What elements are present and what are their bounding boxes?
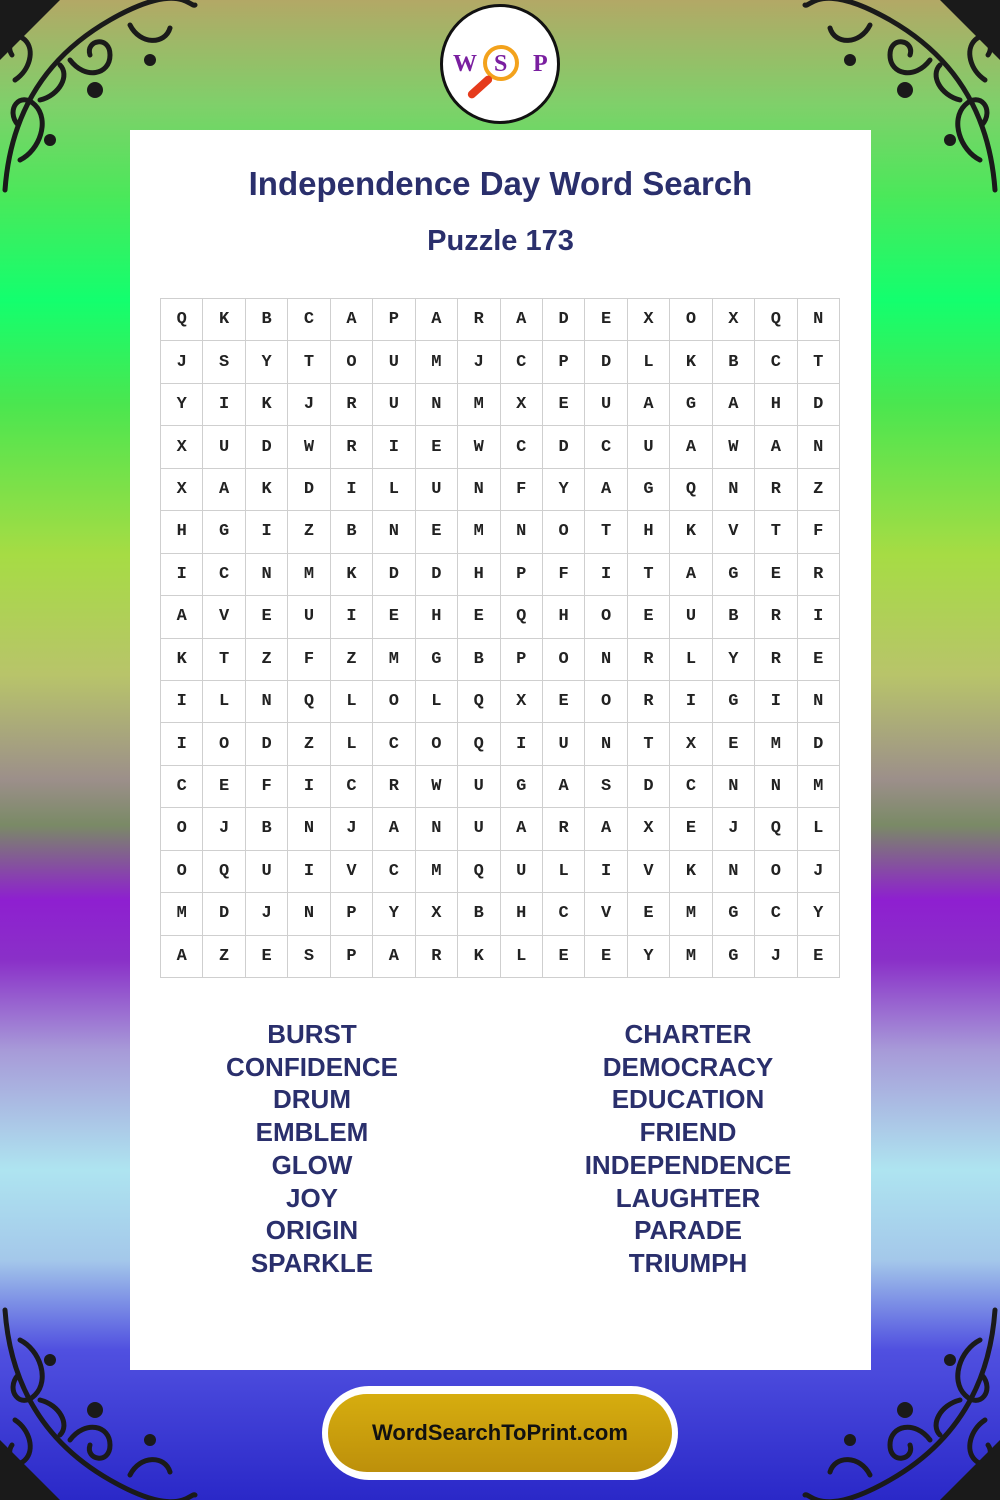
- grid-cell[interactable]: Z: [331, 639, 373, 681]
- word-list-item: INDEPENDENCE: [584, 1149, 792, 1180]
- grid-cell[interactable]: U: [246, 851, 288, 893]
- grid-cell[interactable]: P: [331, 936, 373, 978]
- grid-cell[interactable]: V: [331, 851, 373, 893]
- grid-cell[interactable]: A: [585, 469, 627, 511]
- grid-cell[interactable]: A: [501, 299, 543, 341]
- grid-cell[interactable]: L: [331, 723, 373, 765]
- grid-cell[interactable]: L: [331, 681, 373, 723]
- grid-cell[interactable]: X: [628, 808, 670, 850]
- word-list-right: [538, 1018, 838, 1280]
- word-list-left: [162, 1018, 462, 1280]
- grid-cell[interactable]: N: [585, 639, 627, 681]
- grid-cell[interactable]: R: [798, 554, 840, 596]
- grid-cell[interactable]: U: [543, 723, 585, 765]
- grid-cell[interactable]: R: [755, 639, 797, 681]
- word-list-item: SPARKLE: [250, 1247, 374, 1278]
- grid-cell[interactable]: I: [585, 851, 627, 893]
- grid-cell[interactable]: O: [755, 851, 797, 893]
- word-list-item: EDUCATION: [611, 1084, 765, 1115]
- grid-cell[interactable]: A: [161, 596, 203, 638]
- grid-cell[interactable]: N: [501, 511, 543, 553]
- grid-cell[interactable]: C: [373, 723, 415, 765]
- grid-cell[interactable]: I: [373, 426, 415, 468]
- grid-cell[interactable]: I: [755, 681, 797, 723]
- grid-cell[interactable]: U: [670, 596, 712, 638]
- puzzle-number: Puzzle 173: [427, 225, 574, 257]
- grid-cell[interactable]: D: [798, 384, 840, 426]
- grid-cell[interactable]: B: [246, 808, 288, 850]
- word-list-item: CHARTER: [624, 1019, 752, 1049]
- grid-cell[interactable]: D: [246, 723, 288, 765]
- grid-cell[interactable]: B: [246, 299, 288, 341]
- grid-cell[interactable]: A: [670, 426, 712, 468]
- grid-cell[interactable]: O: [585, 681, 627, 723]
- word-list-item: GLOW: [271, 1149, 353, 1180]
- grid-cell[interactable]: Z: [798, 469, 840, 511]
- grid-cell[interactable]: Y: [798, 893, 840, 935]
- grid-cell[interactable]: R: [628, 681, 670, 723]
- grid-cell[interactable]: I: [331, 596, 373, 638]
- grid-cell[interactable]: J: [288, 384, 330, 426]
- grid-cell[interactable]: U: [628, 426, 670, 468]
- grid-cell[interactable]: O: [161, 808, 203, 850]
- grid-cell[interactable]: M: [798, 766, 840, 808]
- grid-cell[interactable]: J: [161, 341, 203, 383]
- word-list-item: JOY: [285, 1182, 339, 1213]
- grid-cell[interactable]: I: [161, 554, 203, 596]
- grid-cell[interactable]: S: [585, 766, 627, 808]
- grid-cell[interactable]: H: [161, 511, 203, 553]
- grid-cell[interactable]: H: [755, 384, 797, 426]
- grid-cell[interactable]: E: [585, 299, 627, 341]
- grid-cell[interactable]: Q: [203, 851, 245, 893]
- grid-cell[interactable]: Y: [543, 469, 585, 511]
- logo-letter-s: S: [494, 51, 508, 77]
- grid-cell[interactable]: B: [713, 596, 755, 638]
- grid-cell[interactable]: R: [755, 469, 797, 511]
- grid-cell[interactable]: H: [501, 893, 543, 935]
- grid-cell[interactable]: U: [458, 766, 500, 808]
- grid-cell[interactable]: Z: [203, 936, 245, 978]
- grid-cell[interactable]: B: [458, 639, 500, 681]
- grid-cell[interactable]: F: [246, 766, 288, 808]
- grid-cell[interactable]: E: [798, 639, 840, 681]
- grid-cell[interactable]: N: [288, 893, 330, 935]
- grid-cell[interactable]: A: [628, 384, 670, 426]
- word-list-item: CONFIDENCE: [226, 1051, 398, 1082]
- grid-cell[interactable]: J: [331, 808, 373, 850]
- grid-cell[interactable]: W: [288, 426, 330, 468]
- grid-cell[interactable]: N: [585, 723, 627, 765]
- word-list-item: BURST: [267, 1019, 357, 1049]
- grid-cell[interactable]: R: [543, 808, 585, 850]
- grid-cell[interactable]: Q: [755, 299, 797, 341]
- grid-cell[interactable]: X: [670, 723, 712, 765]
- grid-cell[interactable]: W: [458, 426, 500, 468]
- grid-cell[interactable]: M: [670, 936, 712, 978]
- grid-cell[interactable]: O: [585, 596, 627, 638]
- grid-cell[interactable]: B: [458, 893, 500, 935]
- grid-cell[interactable]: I: [331, 469, 373, 511]
- grid-cell[interactable]: Z: [288, 511, 330, 553]
- grid-cell[interactable]: Y: [628, 936, 670, 978]
- grid-cell[interactable]: L: [203, 681, 245, 723]
- word-list-item: TRIUMPH: [628, 1247, 748, 1278]
- grid-cell[interactable]: T: [585, 511, 627, 553]
- word-list-item: FRIEND: [639, 1117, 737, 1148]
- grid-cell[interactable]: C: [755, 893, 797, 935]
- word-list-item: EMBLEM: [255, 1117, 369, 1148]
- grid-cell[interactable]: E: [543, 681, 585, 723]
- grid-cell[interactable]: E: [246, 596, 288, 638]
- grid-cell[interactable]: Y: [161, 384, 203, 426]
- grid-cell[interactable]: C: [501, 341, 543, 383]
- grid-cell[interactable]: E: [203, 766, 245, 808]
- grid-cell[interactable]: W: [416, 766, 458, 808]
- grid-cell[interactable]: X: [628, 299, 670, 341]
- grid-cell[interactable]: L: [798, 808, 840, 850]
- grid-cell[interactable]: C: [373, 851, 415, 893]
- grid-cell[interactable]: Z: [288, 723, 330, 765]
- grid-cell[interactable]: J: [755, 936, 797, 978]
- grid-cell[interactable]: C: [288, 299, 330, 341]
- grid-cell[interactable]: A: [331, 299, 373, 341]
- grid-cell[interactable]: C: [755, 341, 797, 383]
- grid-cell[interactable]: R: [331, 426, 373, 468]
- grid-cell[interactable]: E: [543, 936, 585, 978]
- grid-cell[interactable]: E: [628, 893, 670, 935]
- grid-cell[interactable]: T: [755, 511, 797, 553]
- grid-cell[interactable]: X: [501, 384, 543, 426]
- grid-cell[interactable]: D: [585, 341, 627, 383]
- grid-cell[interactable]: Q: [458, 723, 500, 765]
- grid-cell[interactable]: M: [288, 554, 330, 596]
- grid-cell[interactable]: J: [458, 341, 500, 383]
- grid-cell[interactable]: J: [713, 808, 755, 850]
- grid-cell[interactable]: I: [288, 851, 330, 893]
- wsp-logo: [440, 4, 560, 124]
- grid-cell[interactable]: G: [713, 681, 755, 723]
- grid-cell[interactable]: P: [543, 341, 585, 383]
- grid-cell[interactable]: M: [373, 639, 415, 681]
- grid-cell[interactable]: L: [670, 639, 712, 681]
- grid-cell[interactable]: Q: [458, 681, 500, 723]
- grid-cell[interactable]: Q: [755, 808, 797, 850]
- grid-cell[interactable]: U: [585, 384, 627, 426]
- grid-cell[interactable]: D: [288, 469, 330, 511]
- grid-cell[interactable]: C: [331, 766, 373, 808]
- grid-cell[interactable]: F: [288, 639, 330, 681]
- grid-cell[interactable]: O: [416, 723, 458, 765]
- grid-cell[interactable]: Y: [373, 893, 415, 935]
- grid-cell[interactable]: V: [203, 596, 245, 638]
- grid-cell[interactable]: Z: [246, 639, 288, 681]
- grid-cell[interactable]: K: [670, 341, 712, 383]
- grid-cell[interactable]: T: [628, 723, 670, 765]
- grid-cell[interactable]: T: [628, 554, 670, 596]
- grid-cell[interactable]: R: [755, 596, 797, 638]
- grid-cell[interactable]: J: [203, 808, 245, 850]
- grid-cell[interactable]: N: [713, 469, 755, 511]
- grid-cell[interactable]: N: [713, 851, 755, 893]
- grid-cell[interactable]: M: [161, 893, 203, 935]
- grid-cell[interactable]: E: [416, 426, 458, 468]
- grid-cell[interactable]: P: [373, 299, 415, 341]
- grid-cell[interactable]: C: [585, 426, 627, 468]
- grid-cell[interactable]: Q: [288, 681, 330, 723]
- grid-cell[interactable]: E: [585, 936, 627, 978]
- grid-cell[interactable]: A: [203, 469, 245, 511]
- grid-cell[interactable]: T: [288, 341, 330, 383]
- grid-cell[interactable]: U: [373, 384, 415, 426]
- grid-cell[interactable]: N: [798, 681, 840, 723]
- grid-cell[interactable]: Q: [161, 299, 203, 341]
- grid-cell[interactable]: R: [458, 299, 500, 341]
- grid-cell[interactable]: K: [203, 299, 245, 341]
- word-list-item: PARADE: [634, 1215, 742, 1246]
- grid-cell[interactable]: U: [373, 341, 415, 383]
- grid-cell[interactable]: O: [331, 341, 373, 383]
- grid-cell[interactable]: N: [458, 469, 500, 511]
- grid-cell[interactable]: K: [161, 639, 203, 681]
- grid-cell[interactable]: A: [713, 384, 755, 426]
- grid-cell[interactable]: H: [416, 596, 458, 638]
- grid-cell[interactable]: G: [416, 639, 458, 681]
- grid-cell[interactable]: E: [458, 596, 500, 638]
- grid-cell[interactable]: G: [203, 511, 245, 553]
- grid-cell[interactable]: L: [416, 681, 458, 723]
- grid-cell[interactable]: R: [416, 936, 458, 978]
- grid-cell[interactable]: C: [670, 766, 712, 808]
- grid-cell[interactable]: P: [331, 893, 373, 935]
- grid-cell[interactable]: R: [331, 384, 373, 426]
- grid-cell[interactable]: X: [501, 681, 543, 723]
- grid-cell[interactable]: G: [628, 469, 670, 511]
- grid-cell[interactable]: E: [246, 936, 288, 978]
- grid-cell[interactable]: L: [501, 936, 543, 978]
- grid-cell[interactable]: N: [713, 766, 755, 808]
- grid-cell[interactable]: O: [161, 851, 203, 893]
- site-link[interactable]: WordSearchToPrint.com: [328, 1394, 672, 1472]
- grid-cell[interactable]: D: [543, 299, 585, 341]
- puzzle-card: [130, 130, 871, 1370]
- grid-cell[interactable]: I: [670, 681, 712, 723]
- grid-cell[interactable]: A: [670, 554, 712, 596]
- word-list-item: ORIGIN: [265, 1215, 359, 1246]
- grid-cell[interactable]: I: [501, 723, 543, 765]
- grid-cell[interactable]: X: [713, 299, 755, 341]
- grid-cell[interactable]: M: [416, 341, 458, 383]
- grid-cell[interactable]: F: [543, 554, 585, 596]
- grid-cell[interactable]: U: [288, 596, 330, 638]
- grid-cell[interactable]: G: [670, 384, 712, 426]
- footer-badge: [322, 1386, 678, 1480]
- grid-cell[interactable]: A: [501, 808, 543, 850]
- grid-cell[interactable]: E: [416, 511, 458, 553]
- grid-cell[interactable]: R: [373, 766, 415, 808]
- grid-cell[interactable]: D: [203, 893, 245, 935]
- grid-cell[interactable]: H: [628, 511, 670, 553]
- grid-cell[interactable]: O: [373, 681, 415, 723]
- grid-cell[interactable]: I: [161, 681, 203, 723]
- grid-cell[interactable]: D: [416, 554, 458, 596]
- grid-cell[interactable]: K: [670, 851, 712, 893]
- grid-cell[interactable]: D: [246, 426, 288, 468]
- grid-cell[interactable]: W: [713, 426, 755, 468]
- grid-cell[interactable]: D: [373, 554, 415, 596]
- grid-cell[interactable]: O: [543, 639, 585, 681]
- grid-cell[interactable]: O: [543, 511, 585, 553]
- grid-cell[interactable]: I: [798, 596, 840, 638]
- grid-cell[interactable]: K: [246, 384, 288, 426]
- grid-cell[interactable]: U: [501, 851, 543, 893]
- grid-cell[interactable]: Q: [458, 851, 500, 893]
- grid-cell[interactable]: I: [203, 384, 245, 426]
- grid-cell[interactable]: M: [458, 384, 500, 426]
- grid-cell[interactable]: U: [203, 426, 245, 468]
- grid-cell[interactable]: M: [458, 511, 500, 553]
- grid-cell[interactable]: A: [543, 766, 585, 808]
- grid-cell[interactable]: D: [798, 723, 840, 765]
- grid-cell[interactable]: K: [458, 936, 500, 978]
- grid-cell[interactable]: V: [628, 851, 670, 893]
- grid-cell[interactable]: U: [458, 808, 500, 850]
- grid-cell[interactable]: I: [161, 723, 203, 765]
- grid-cell[interactable]: Y: [246, 341, 288, 383]
- grid-cell[interactable]: D: [543, 426, 585, 468]
- grid-cell[interactable]: K: [246, 469, 288, 511]
- grid-cell[interactable]: E: [713, 723, 755, 765]
- grid-cell[interactable]: E: [373, 596, 415, 638]
- logo-letter-w: W: [453, 51, 477, 77]
- grid-cell[interactable]: S: [203, 341, 245, 383]
- grid-cell[interactable]: S: [288, 936, 330, 978]
- grid-cell[interactable]: I: [585, 554, 627, 596]
- grid-cell[interactable]: E: [755, 554, 797, 596]
- grid-cell[interactable]: A: [373, 936, 415, 978]
- grid-cell[interactable]: E: [543, 384, 585, 426]
- grid-cell[interactable]: D: [628, 766, 670, 808]
- grid-cell[interactable]: X: [161, 469, 203, 511]
- grid-cell[interactable]: L: [373, 469, 415, 511]
- word-list-item: LAUGHTER: [615, 1182, 761, 1213]
- grid-cell[interactable]: N: [798, 299, 840, 341]
- grid-cell[interactable]: Y: [713, 639, 755, 681]
- grid-cell[interactable]: N: [288, 808, 330, 850]
- grid-cell[interactable]: N: [798, 426, 840, 468]
- grid-cell[interactable]: G: [501, 766, 543, 808]
- grid-cell[interactable]: F: [501, 469, 543, 511]
- word-list-item: DRUM: [273, 1084, 351, 1115]
- grid-cell[interactable]: N: [373, 511, 415, 553]
- grid-cell[interactable]: C: [203, 554, 245, 596]
- grid-cell[interactable]: K: [670, 511, 712, 553]
- grid-cell[interactable]: Q: [670, 469, 712, 511]
- grid-cell[interactable]: G: [713, 554, 755, 596]
- grid-cell[interactable]: H: [458, 554, 500, 596]
- grid-cell[interactable]: P: [501, 554, 543, 596]
- grid-cell[interactable]: P: [501, 639, 543, 681]
- grid-cell[interactable]: X: [161, 426, 203, 468]
- logo-letter-p: P: [533, 51, 548, 77]
- grid-cell[interactable]: B: [331, 511, 373, 553]
- word-list-item: DEMOCRACY: [602, 1051, 774, 1082]
- grid-cell[interactable]: N: [246, 554, 288, 596]
- grid-cell[interactable]: M: [755, 723, 797, 765]
- grid-cell[interactable]: H: [543, 596, 585, 638]
- grid-cell[interactable]: R: [628, 639, 670, 681]
- grid-cell[interactable]: U: [416, 469, 458, 511]
- grid-cell[interactable]: L: [543, 851, 585, 893]
- grid-cell[interactable]: M: [416, 851, 458, 893]
- grid-cell[interactable]: T: [203, 639, 245, 681]
- grid-cell[interactable]: N: [416, 808, 458, 850]
- grid-cell[interactable]: I: [246, 511, 288, 553]
- grid-cell[interactable]: C: [501, 426, 543, 468]
- grid-cell[interactable]: E: [628, 596, 670, 638]
- grid-cell[interactable]: Q: [501, 596, 543, 638]
- grid-cell[interactable]: J: [246, 893, 288, 935]
- grid-cell[interactable]: E: [670, 808, 712, 850]
- grid-cell[interactable]: J: [798, 851, 840, 893]
- grid-cell[interactable]: O: [670, 299, 712, 341]
- grid-cell[interactable]: V: [713, 511, 755, 553]
- grid-cell[interactable]: A: [585, 808, 627, 850]
- grid-cell[interactable]: K: [331, 554, 373, 596]
- grid-cell[interactable]: A: [161, 936, 203, 978]
- grid-cell[interactable]: N: [246, 681, 288, 723]
- grid-cell[interactable]: C: [161, 766, 203, 808]
- grid-cell[interactable]: F: [798, 511, 840, 553]
- grid-cell[interactable]: A: [755, 426, 797, 468]
- grid-cell[interactable]: A: [373, 808, 415, 850]
- grid-cell[interactable]: E: [798, 936, 840, 978]
- grid-cell[interactable]: M: [670, 893, 712, 935]
- grid-cell[interactable]: O: [203, 723, 245, 765]
- grid-cell[interactable]: G: [713, 936, 755, 978]
- page-title: Independence Day Word Search: [248, 165, 753, 202]
- grid-cell[interactable]: V: [585, 893, 627, 935]
- grid-cell[interactable]: T: [798, 341, 840, 383]
- grid-cell[interactable]: G: [713, 893, 755, 935]
- grid-cell[interactable]: N: [755, 766, 797, 808]
- grid-cell[interactable]: C: [543, 893, 585, 935]
- letter-grid: [160, 298, 840, 978]
- grid-cell[interactable]: N: [416, 384, 458, 426]
- grid-cell[interactable]: L: [628, 341, 670, 383]
- grid-cell[interactable]: I: [288, 766, 330, 808]
- grid-cell[interactable]: B: [713, 341, 755, 383]
- grid-cell[interactable]: X: [416, 893, 458, 935]
- grid-cell[interactable]: A: [416, 299, 458, 341]
